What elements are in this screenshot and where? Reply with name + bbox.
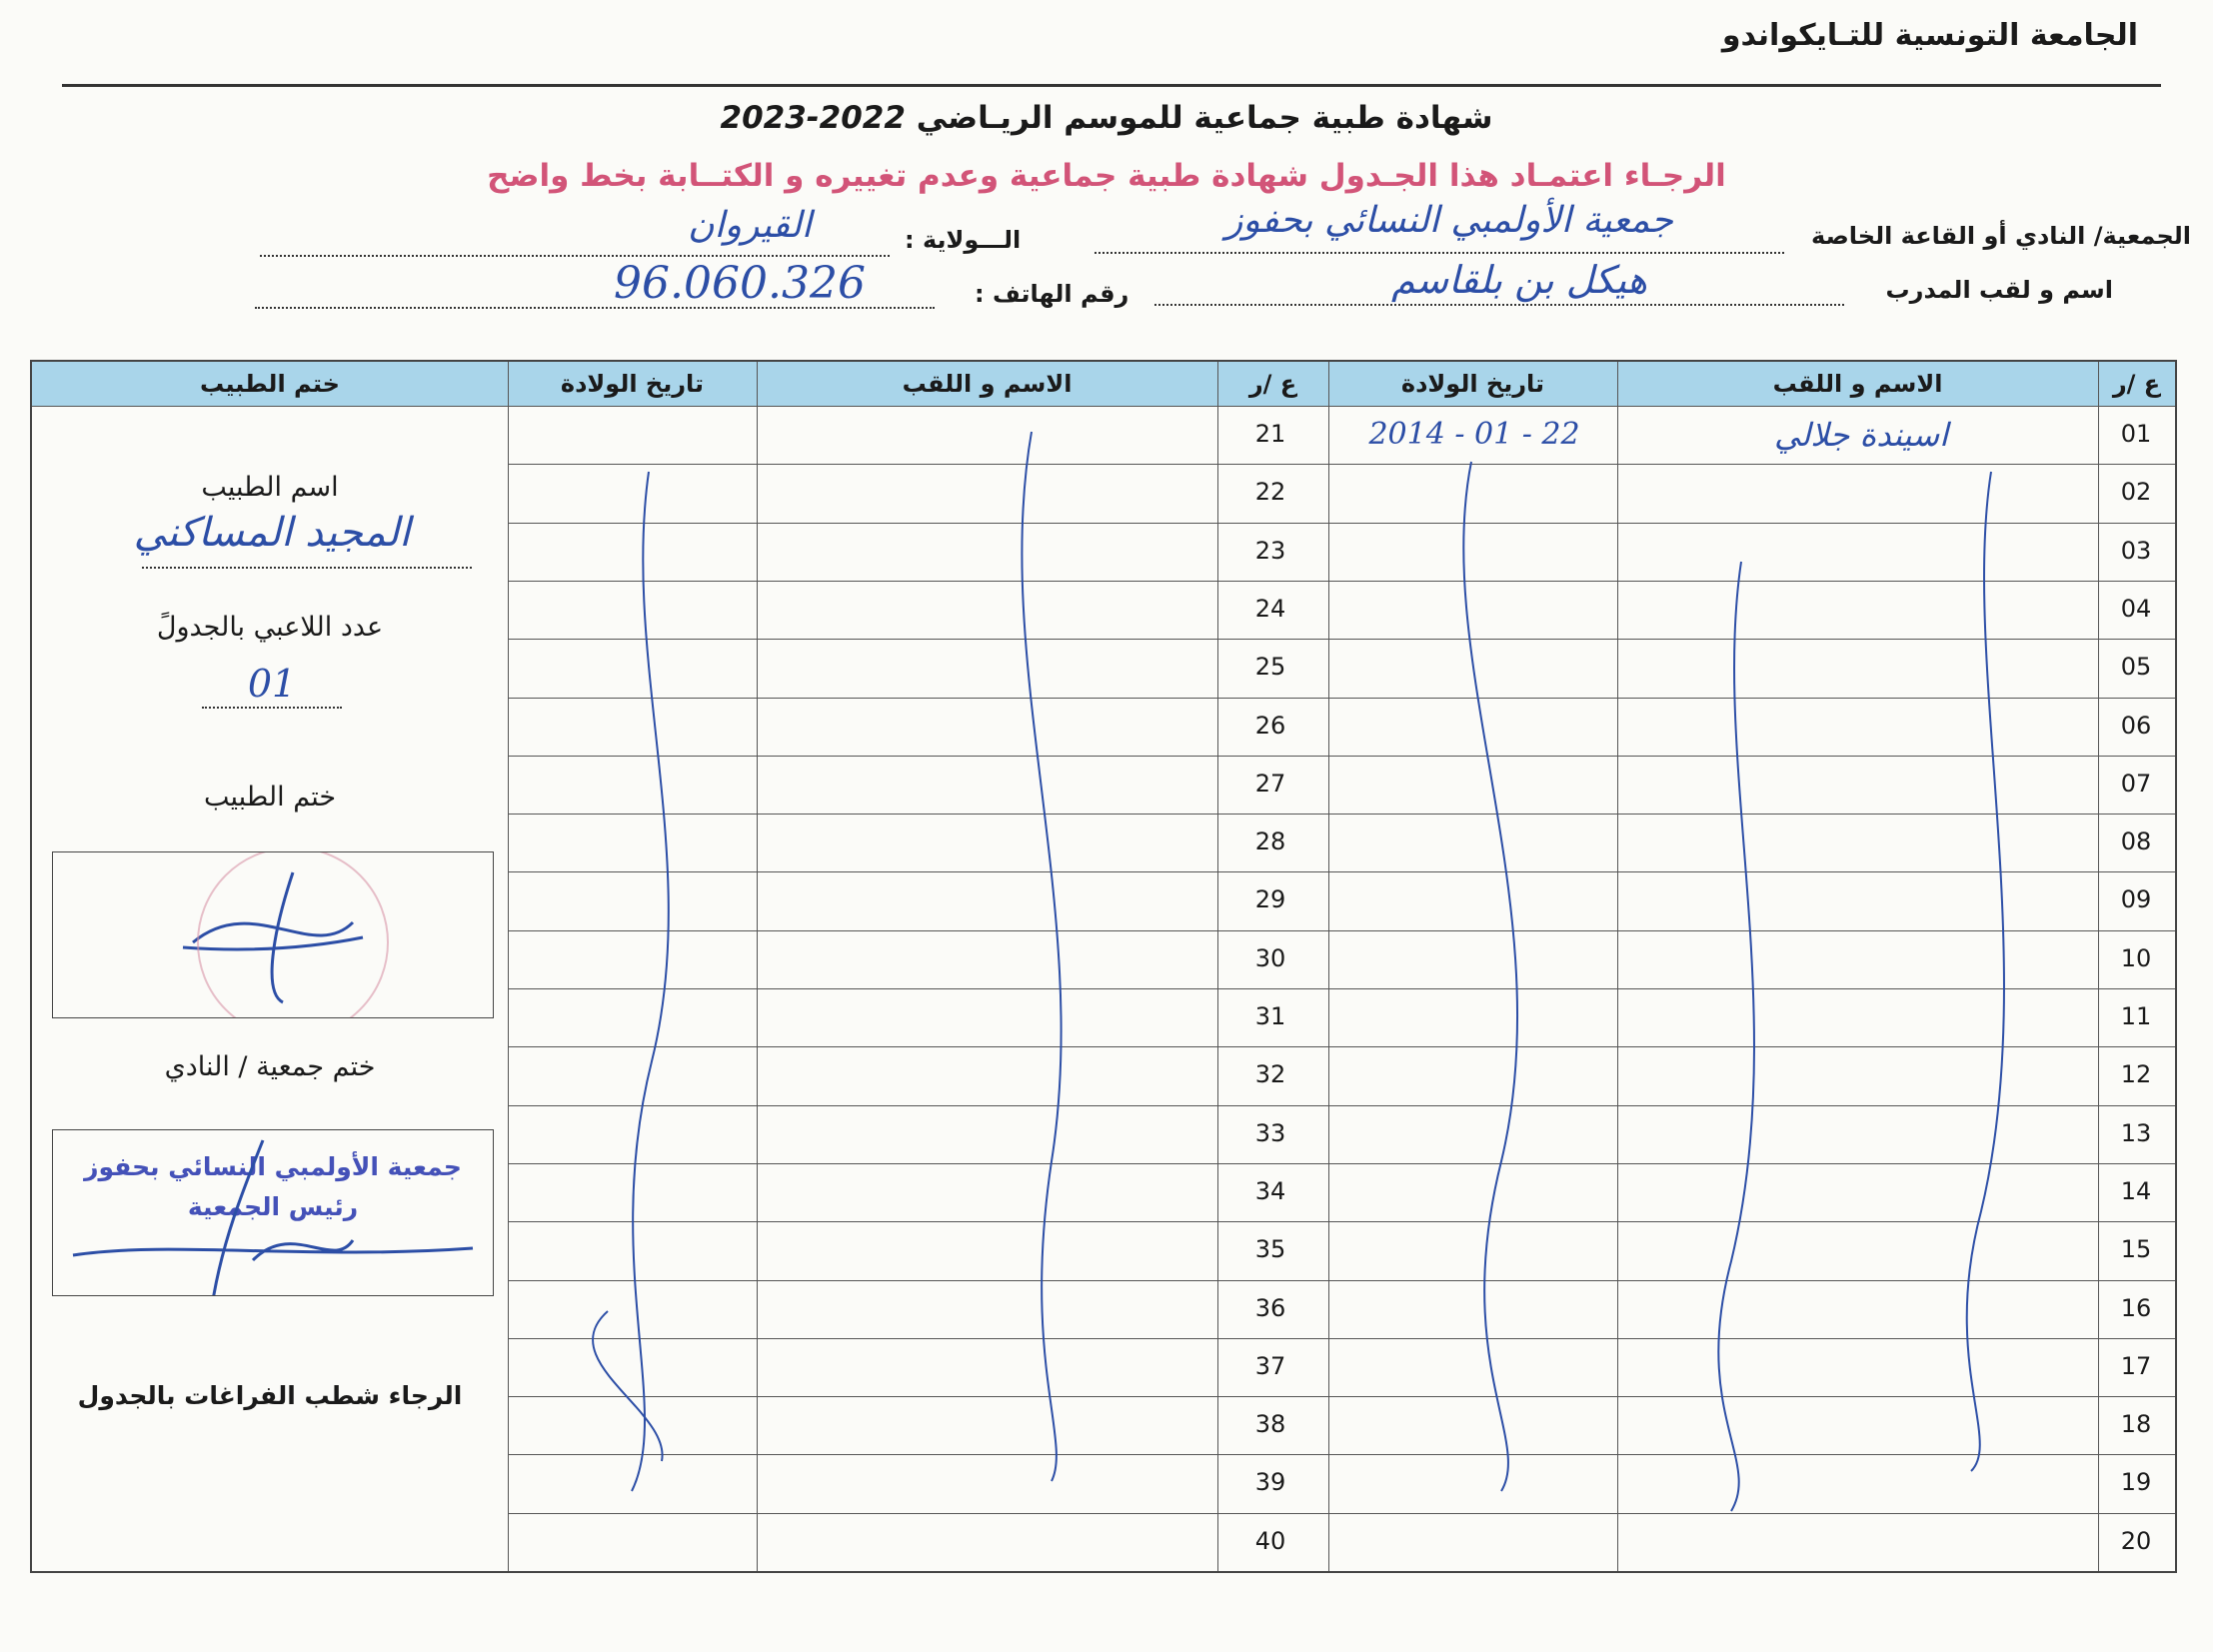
row-number-right: 20 [2120, 1526, 2152, 1555]
row-number-right: 14 [2120, 1176, 2152, 1205]
row-number-right: 15 [2120, 1235, 2152, 1264]
player-count-label: عدد اللاعبي بالجدولً [156, 612, 384, 643]
strike-line-dob-left [632, 472, 669, 1491]
club-dotline [1095, 252, 1784, 254]
coach-dotline [1154, 304, 1844, 306]
header-dob-left: تاريخ الولادة [560, 370, 705, 398]
state-label: الـــولاية : [905, 226, 1022, 254]
entry-dob[interactable]: 2014 - 01 - 22 [1368, 417, 1580, 452]
row-number-left: 28 [1254, 827, 1286, 856]
row-number-right: 06 [2120, 711, 2152, 740]
row-number-left: 36 [1254, 1293, 1286, 1322]
document-title [0, 100, 2213, 136]
row-number-right: 11 [2120, 1002, 2152, 1030]
row-number-right: 07 [2120, 769, 2152, 798]
coach-field[interactable]: هيكل بن بلقاسم [1390, 258, 1648, 302]
title-text: شهادة طبية جماعية للموسم الريـاضي [916, 100, 1493, 136]
row-number-left: 25 [1254, 653, 1286, 682]
row-number-left: 32 [1254, 1060, 1286, 1089]
header-num-right: ع /ر [2112, 370, 2161, 398]
row-number-right: 03 [2120, 536, 2152, 565]
strike-line-name-left [1022, 432, 1061, 1481]
row-number-left: 40 [1254, 1526, 1286, 1555]
club-stamp-box [52, 1129, 494, 1296]
row-number-left: 30 [1254, 943, 1286, 972]
row-number-right: 04 [2120, 594, 2152, 623]
club-stamp-label: ختم جمعية / النادي [164, 1051, 376, 1082]
row-number-left: 34 [1254, 1176, 1286, 1205]
header-name-right: الاسم و اللقب [1772, 370, 1943, 398]
header-name-left: الاسم و اللقب [902, 370, 1073, 398]
header-dob-right: تاريخ الولادة [1400, 370, 1545, 398]
header-doctor-stamp: ختم الطبيب [200, 370, 340, 398]
strike-line-name-right-1 [1718, 562, 1754, 1511]
row-number-right: 02 [2120, 478, 2152, 507]
club-label: الجمعية/ النادي أو القاعة الخاصة [1811, 222, 2191, 250]
row-number-right: 18 [2120, 1410, 2152, 1439]
strike-line-tail [593, 1311, 663, 1461]
state-field[interactable]: القيروان [688, 205, 812, 246]
row-number-left: 24 [1254, 594, 1286, 623]
doctor-name-dotline [142, 567, 472, 569]
federation-name: الجامعة التونسية للتـايكواندو [1721, 18, 2138, 53]
row-number-left: 21 [1254, 420, 1286, 448]
row-number-left: 35 [1254, 1235, 1286, 1264]
club-stamp-sub: رئيس الجمعية [187, 1192, 359, 1221]
row-number-left: 27 [1254, 769, 1286, 798]
row-number-left: 39 [1254, 1468, 1286, 1497]
header-num-left: ع /ر [1248, 370, 1297, 398]
entry-name[interactable]: اسيندة جلالي [1773, 416, 1949, 454]
doctor-signature [53, 852, 493, 1017]
row-number-right: 01 [2120, 420, 2152, 448]
row-number-left: 23 [1254, 536, 1286, 565]
club-signature [53, 1130, 493, 1295]
strike-line-dob-right [1463, 462, 1517, 1491]
row-number-left: 26 [1254, 711, 1286, 740]
row-number-left: 31 [1254, 1002, 1286, 1030]
doctor-stamp-box [52, 851, 494, 1018]
header-divider [62, 84, 2161, 87]
doctor-name-field[interactable]: المجيد المساكني [133, 510, 411, 556]
phone-field[interactable]: 96.060.326 [614, 258, 866, 309]
row-number-right: 10 [2120, 943, 2152, 972]
row-number-right: 09 [2120, 885, 2152, 914]
player-count-field[interactable]: 01 [247, 662, 297, 706]
row-number-right: 17 [2120, 1351, 2152, 1380]
footer-note: الرجاء شطب الفراغات بالجدول [77, 1381, 463, 1410]
strike-line-name-right-2 [1967, 472, 2004, 1471]
row-number-left: 38 [1254, 1410, 1286, 1439]
doctor-stamp-label: ختم الطبيب [203, 782, 337, 813]
row-number-right: 12 [2120, 1060, 2152, 1089]
club-field[interactable]: جمعية الأولمبي النسائي بحفوز [1225, 200, 1673, 241]
row-number-right: 13 [2120, 1118, 2152, 1147]
season-label: 2022-2023 [720, 100, 906, 136]
row-number-right: 16 [2120, 1293, 2152, 1322]
club-stamp-text: جمعية الأولمبي النسائي بحفوز [84, 1152, 462, 1181]
player-count-dotline [202, 707, 342, 709]
row-number-right: 08 [2120, 827, 2152, 856]
row-number-right: 19 [2120, 1468, 2152, 1497]
row-number-left: 37 [1254, 1351, 1286, 1380]
instruction-notice: الرجـاء اعتمـاد هذا الجـدول شهادة طبية جماعية وعدم تغييره و الكتــابة بخط واضح [487, 158, 1726, 194]
state-dotline [260, 255, 890, 257]
row-number-left: 33 [1254, 1118, 1286, 1147]
doctor-name-label: اسم الطبيب [201, 472, 339, 503]
row-number-right: 05 [2120, 653, 2152, 682]
row-number-left: 22 [1254, 478, 1286, 507]
coach-label: اسم و لقب المدرب [1885, 276, 2113, 304]
phone-label: رقم الهاتف : [975, 280, 1129, 308]
players-table [30, 360, 2177, 1573]
row-number-left: 29 [1254, 885, 1286, 914]
